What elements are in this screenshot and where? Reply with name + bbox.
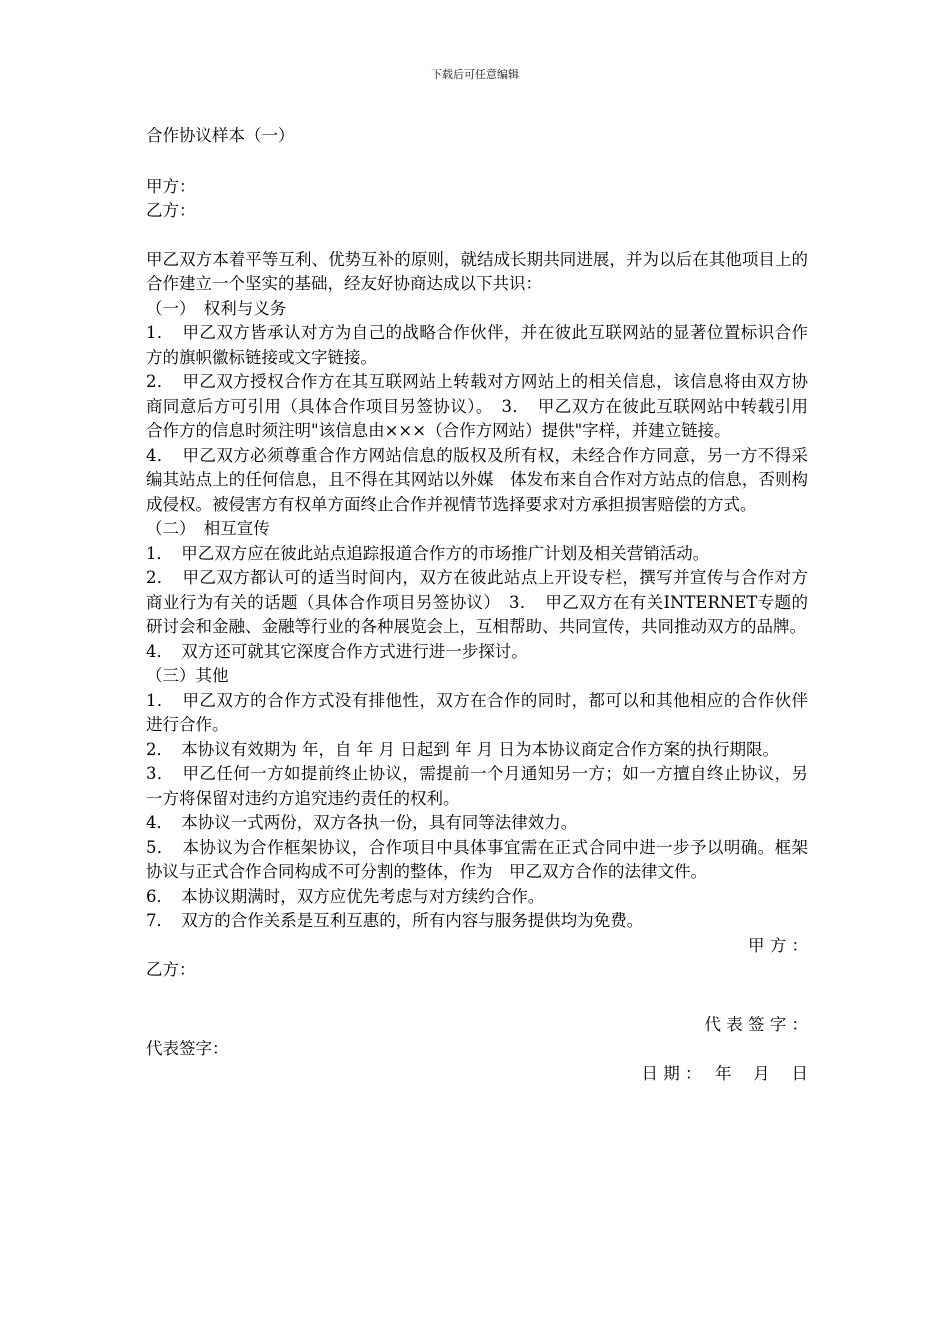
clause-item: 3． 甲乙任何一方如提前终止协议，需提前一个月通知另一方；如一方擅自终止协议，另一方将保留对违约方追究违约责任的权利。	[146, 764, 808, 808]
party-b-label: 乙方：	[146, 201, 196, 220]
clause-item: 4． 本协议一式两份，双方各执一份，具有同等法律效力。	[146, 813, 578, 832]
document-title: 合作协议样本（一）	[146, 126, 295, 145]
intro-paragraph: 甲乙双方本着平等互利、优势互补的原则，就结成长期共同进展，并为以后在其他项目上的合作建立一个坚实的基础，经友好协商达成以下共识：	[146, 249, 808, 293]
clause-item: 4． 双方还可就其它深度合作方式进行进一步探讨。	[146, 641, 528, 661]
signature-rep-a: 代 表 签 字 ：	[704, 1014, 808, 1034]
section-heading-promotion: （二） 相互宣传	[146, 519, 270, 538]
clause-item: 2． 本协议有效期为 年，自 年 月 日起到 年 月 日为本协议商定合作方案的执行期限。	[146, 739, 779, 759]
clause-item: 4． 甲乙双方必须尊重合作方网站信息的版权及所有权，未经合作方同意，另一方不得采编其站点上的任何信息，且不得在其网站以外媒 体发布来自合作对方站点的信息，否则构成侵权。被侵害方有权单方面终止合作并视情节选择要求对方承担损害赔偿的方式。	[146, 445, 808, 514]
clause-item: 1． 甲乙双方的合作方式没有排他性，双方在合作的同时，都可以和其他相应的合作伙伴进行合作。	[146, 690, 808, 734]
clause-item: 2． 甲乙双方授权合作方在其互联网站上转载对方网站上的相关信息，该信息将由双方协商同意后方可引用（具体合作项目另签协议）。 3． 甲乙双方在彼此互联网站中转载引用合作方的信息时须注明"该信息由×××（合作方网站）提供"字样，并建立链接。	[146, 372, 808, 440]
party-a-label: 甲方：	[146, 176, 196, 196]
clause-item: 7． 双方的合作关系是互利互惠的，所有内容与服务提供均为免费。	[146, 911, 644, 930]
signature-party-a: 甲 方 ：	[748, 935, 808, 955]
clause-item: 2． 甲乙双方都认可的适当时间内，双方在彼此站点上开设专栏，撰写并宣传与合作对方商业行为有关的话题（具体合作项目另签协议） 3． 甲乙双方在有关INTERNET专题的研讨会和金融、金融等行业的各种展览会上，互相帮助、共同宣传，共同推动双方的品牌。	[146, 568, 808, 636]
section-heading-other: （三）其他	[146, 666, 229, 685]
page-header: 下载后可任意编辑	[431, 68, 519, 81]
section-heading-rights: （一） 权利与义务	[146, 298, 287, 318]
clause-item: 1． 甲乙双方皆承认对方为自己的战略合作伙伴，并在彼此互联网站的显著位置标识合作方的旗帜徽标链接或文字链接。	[146, 323, 808, 367]
clause-item: 6． 本协议期满时，双方应优先考虑与对方续约合作。	[146, 886, 545, 906]
signature-date: 日 期 ： 年 月 日	[641, 1063, 808, 1083]
clause-item: 5． 本协议为合作框架协议，合作项目中具体事宜需在正式合同中进一步予以明确。框架协议与正式合作合同构成不可分割的整体，作为 甲乙双方合作的法律文件。	[146, 837, 808, 881]
signature-rep-b: 代表签字：	[146, 1039, 229, 1058]
signature-party-b: 乙方：	[146, 960, 196, 979]
clause-item: 1． 甲乙双方应在彼此站点追踪报道合作方的市场推广计划及相关营销活动。	[146, 543, 710, 563]
agreement-document	[146, 124, 808, 1086]
